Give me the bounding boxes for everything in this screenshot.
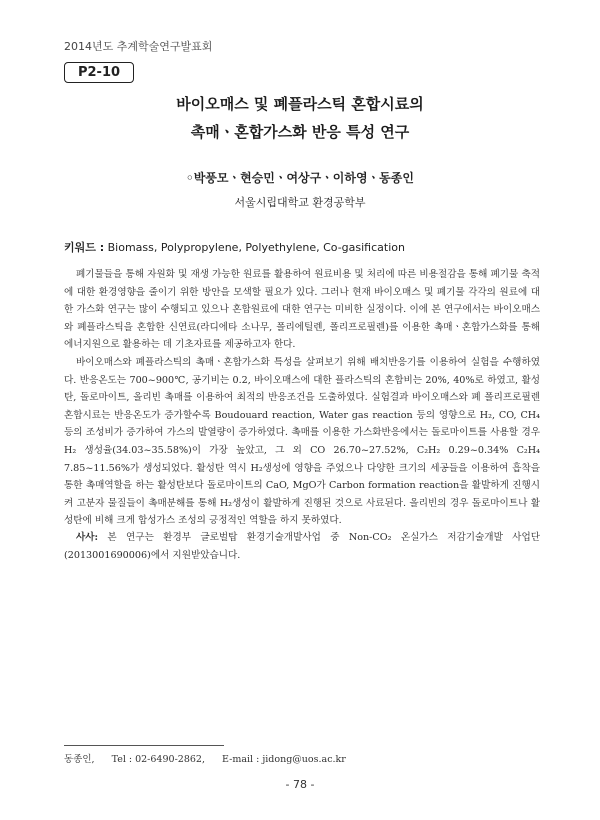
keywords-label: 키워드 : [64, 241, 105, 254]
acknowledgement-text: 본 연구는 환경부 글로벌탑 환경기술개발사업 중 Non-CO₂ 온실가스 저감기술개발 사업단(2013001690006)에서 지원받았습니다. [64, 532, 540, 561]
footnote [64, 751, 360, 765]
paper-title-line2: 촉매ㆍ혼합가스화 반응 특성 연구 [190, 123, 410, 141]
paper-code-badge: P2-10 [64, 62, 134, 83]
footnote-tel: Tel : 02-6490-2862, [111, 754, 205, 765]
acknowledgement-label: 사사: [76, 532, 99, 543]
body-paragraph-1: 폐기물들을 통해 자원화 및 재생 가능한 원료를 활용하여 원료비용 및 처리에 따른 비용절감을 통해 폐기물 축적에 대한 환경영향을 줄이기 위한 방안을 모색할 필요가 있다. 그러나 현재 바이오매스 및 폐기물 각각의 원료에 대한 가스화 연구는 많이 수행되고 있으나 혼합원료에 대한 연구는 미비한 실정이다. 이에 본 연구에서는 바이오매스와 폐플라스틱을 혼합한 신연료(라디에타 소나무, 폴리에틸렌, 폴리프로필렌)를 이용한 촉매ㆍ혼합가스화를 통해 에너지원으로 활용하는 데 기초자료를 제공하고자 한다. [64, 269, 540, 351]
keywords [64, 239, 405, 255]
acknowledgement [64, 529, 540, 564]
body-paragraph-2: 바이오매스와 폐플라스틱의 촉매ㆍ혼합가스화 특성을 살펴보기 위해 배치반응기를 이용하여 실험을 수행하였다. 반응온도는 700~900℃, 공기비는 0.2, 바이오매스에 대한 플라스틱의 혼합비는 20%, 40%로 하였고, 활성탄, 돌로마이트, 올리빈 촉매를 이용하여 최적의 반응조건을 도출하였다. 실험결과 바이오매스와 폐 폴리프로필렌 혼합시료는 반응온도가 증가할수록 Boudouard reaction, Water gas reaction 등의 영향으로 H₂, CO, CH₄ 등의 조성비가 증가하여 가스의 발열량이 증가하였다. 촉매를 이용한 가스화반응에서는 돌로마이트를 사용할 경우 H₂ 생성율(34.03~35.58%)이 가장 높았고, 그 외 CO 26.70~27.52%, C₂H₂ 0.29~0.34% C₂H₄ 7.85~11.56%가 생성되었다. 활성탄 역시 H₂생성에 영향을 주었으나 다양한 크기의 세공들을 이용하여 흡착을 통한 촉매역할을 하는 활성탄보다 돌로마이트의 CaO, MgO가 Carbon formation reaction을 활발하게 진행시켜 고분자 물질들이 촉매분해를 통해 H₂생성이 활발하게 진행된 것으로 사료된다. 올리빈의 경우 돌로마이트나 활성탄에 비해 크게 합성가스 조성의 긍정적인 역할을 하지 못하였다. [64, 356, 540, 527]
page-number: - 78 - [285, 778, 315, 791]
footnote-name: 동종인, [64, 754, 95, 765]
footnote-email: E-mail : jidong@uos.ac.kr [222, 754, 346, 765]
paper-title-line1: 바이오매스 및 폐플라스틱 혼합시료의 [176, 95, 424, 113]
affiliation: 서울시립대학교 환경공학부 [234, 196, 366, 209]
running-head: 2014년도 추계학술연구발표회 [64, 40, 213, 53]
abstract-body [64, 266, 540, 530]
keywords-text: Biomass, Polypropylene, Polyethylene, Co-gasification [107, 241, 405, 254]
author-list: ◦박풍모ㆍ현승민ㆍ여상구ㆍ이하영ㆍ동종인 [186, 171, 414, 185]
footnote-divider [64, 745, 224, 746]
